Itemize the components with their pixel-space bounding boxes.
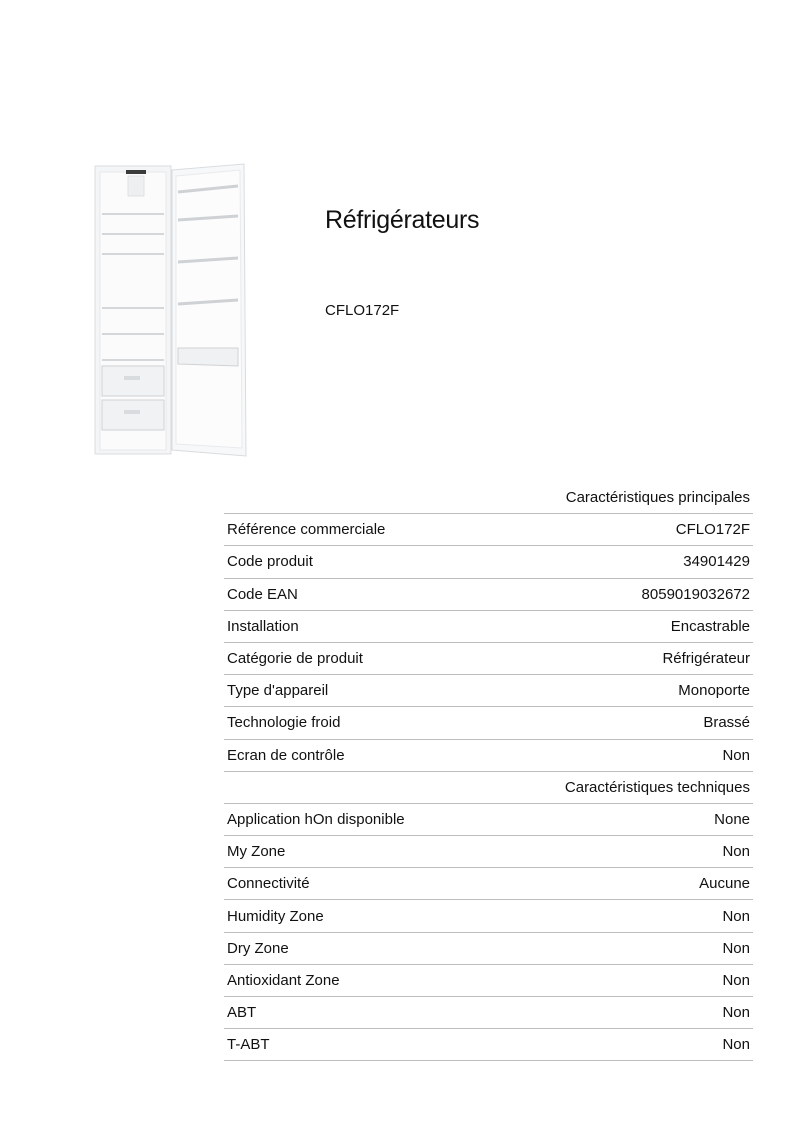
spec-value: Non — [489, 997, 754, 1029]
spec-value: Non — [489, 739, 754, 771]
table-row — [224, 675, 753, 707]
spec-label: Dry Zone — [224, 932, 489, 964]
spec-value: Brassé — [489, 707, 754, 739]
spec-label: My Zone — [224, 836, 489, 868]
spec-label: ABT — [224, 997, 489, 1029]
table-row — [224, 642, 753, 674]
spec-value: Réfrigérateur — [489, 642, 754, 674]
table-row — [224, 836, 753, 868]
table-row — [224, 610, 753, 642]
section-header-main — [224, 482, 753, 514]
table-row — [224, 932, 753, 964]
spec-label: T-ABT — [224, 1029, 489, 1061]
spec-value: Aucune — [489, 868, 754, 900]
spec-value: Non — [489, 900, 754, 932]
table-row — [224, 964, 753, 996]
spec-value: Encastrable — [489, 610, 754, 642]
spec-label: Référence commerciale — [224, 514, 489, 546]
spec-value: Non — [489, 1029, 754, 1061]
table-row — [224, 514, 753, 546]
spec-label: Catégorie de produit — [224, 642, 489, 674]
spec-label: Application hOn disponible — [224, 803, 489, 835]
product-model: CFLO172F — [325, 302, 400, 319]
spec-label: Humidity Zone — [224, 900, 489, 932]
spec-value: Non — [489, 836, 754, 868]
spec-value: None — [489, 803, 754, 835]
spec-value: Non — [489, 932, 754, 964]
section-title: Caractéristiques principales — [224, 482, 753, 514]
table-row — [224, 546, 753, 578]
table-row — [224, 803, 753, 835]
spec-value: 34901429 — [489, 546, 754, 578]
table-row — [224, 997, 753, 1029]
spec-label: Antioxidant Zone — [224, 964, 489, 996]
spec-value: CFLO172F — [489, 514, 754, 546]
spec-label: Installation — [224, 610, 489, 642]
spec-label: Code produit — [224, 546, 489, 578]
specifications-table — [224, 482, 753, 1061]
spec-label: Ecran de contrôle — [224, 739, 489, 771]
table-row — [224, 707, 753, 739]
product-image — [94, 162, 248, 458]
spec-label: Type d'appareil — [224, 675, 489, 707]
table-row — [224, 1029, 753, 1061]
spec-label: Code EAN — [224, 578, 489, 610]
spec-value: Non — [489, 964, 754, 996]
page-title: Réfrigérateurs — [325, 206, 480, 234]
section-title: Caractéristiques techniques — [224, 771, 753, 803]
table-row — [224, 900, 753, 932]
spec-value: Monoporte — [489, 675, 754, 707]
table-row — [224, 868, 753, 900]
table-row — [224, 739, 753, 771]
refrigerator-icon — [94, 162, 248, 458]
spec-label: Technologie froid — [224, 707, 489, 739]
spec-value: 8059019032672 — [489, 578, 754, 610]
table-row — [224, 578, 753, 610]
section-header-technical — [224, 771, 753, 803]
spec-label: Connectivité — [224, 868, 489, 900]
